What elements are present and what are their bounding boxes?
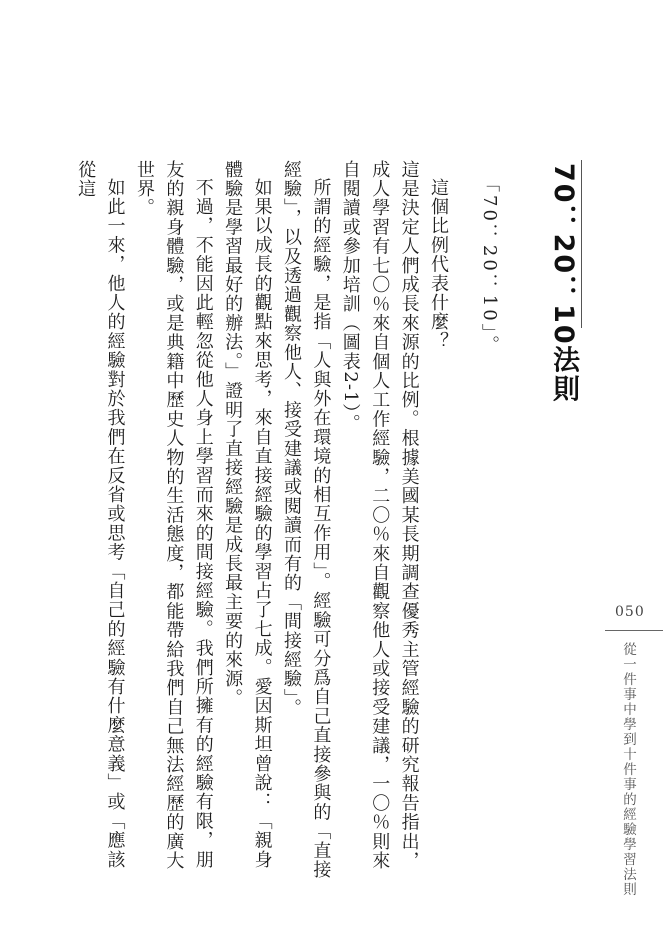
paragraph: 如果以成長的觀點來思考，來自直接經驗的學習占了七成。愛因斯坦曾說：「親身體驗是學習最好的辦法。」證明了直接經驗是成長最主要的來源。 bbox=[222, 160, 273, 870]
paragraph: 所謂的經驗，是指「人與外在環境的相互作用」。經驗可分爲自己直接參與的「直接經驗」，以及透過觀察他人、接受建議或閱讀而有的「間接經驗」。 bbox=[280, 160, 332, 880]
heading-rule bbox=[581, 160, 582, 328]
body-text bbox=[75, 160, 453, 880]
paragraph: 不過，不能因此輕忽從他人身上學習而來的間接經驗。我們所擁有的經驗有限，朋友的親身體驗，或是典籍中歷史人物的生活態度，都能帶給我們自己無法經歷的廣大世界。 bbox=[133, 160, 214, 871]
section-heading: 70：20：10法則 bbox=[548, 163, 579, 404]
side-rule bbox=[605, 630, 663, 631]
section-subheading: 「70：20：10」。 bbox=[479, 174, 500, 357]
running-title: 從一件事中學到十件事的經驗學習法則 bbox=[620, 642, 636, 897]
paragraph: 這是決定人們成長來源的比例。根據美國某長期調查優秀主管經驗的研究報告指出，成人學習有七〇％來自個人工作經驗，二〇％來自觀察他人或接受建議，一〇％則來自閱讀或參加培訓（圖表2-1）。 bbox=[339, 160, 420, 871]
paragraph: 這個比例代表什麼？ bbox=[428, 178, 449, 351]
page-number: 050 bbox=[615, 604, 645, 620]
paragraph: 如此一來，他人的經驗對於我們在反省或思考「自己的經驗有什麼意義」或「應該從這 bbox=[75, 160, 126, 870]
